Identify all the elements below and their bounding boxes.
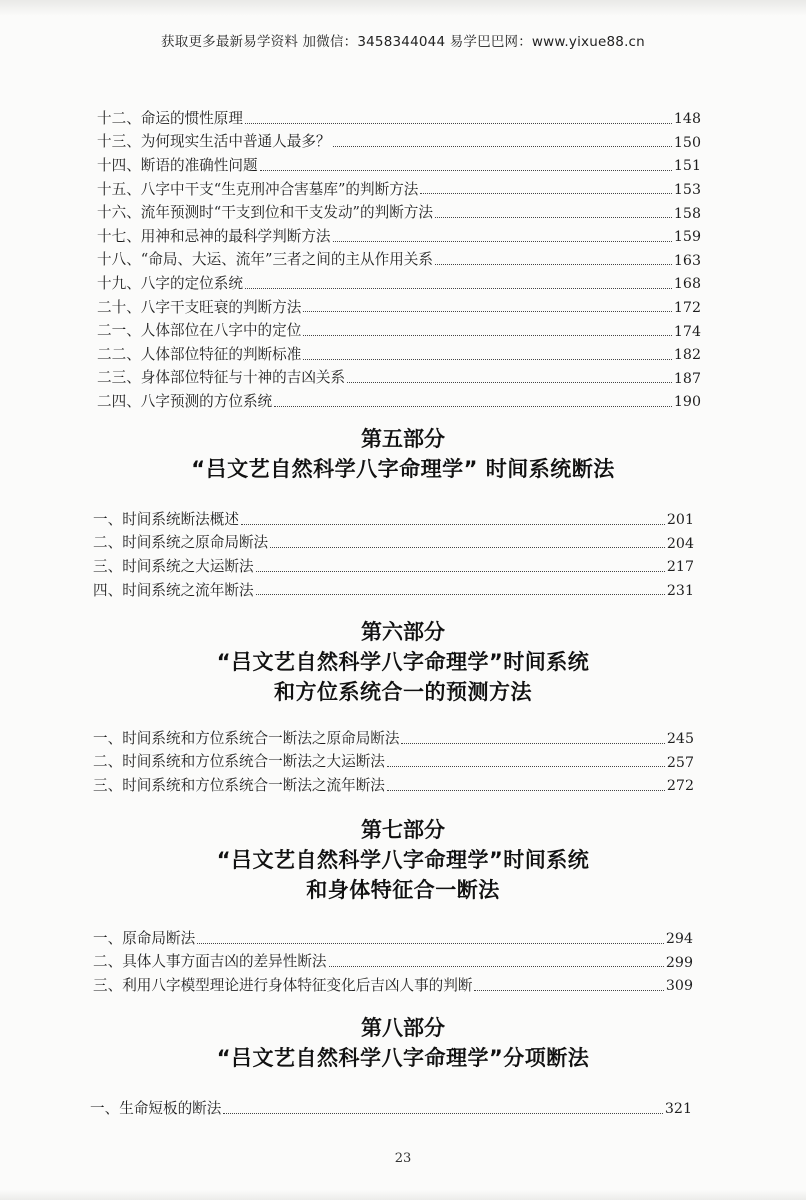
part5-number: 第五部分 bbox=[361, 427, 445, 451]
dot-leader bbox=[245, 123, 672, 124]
dot-leader bbox=[256, 571, 665, 572]
toc-entry[interactable] bbox=[97, 151, 701, 175]
toc-entry[interactable] bbox=[93, 724, 694, 748]
part8-title: “吕文艺自然科学八字命理学”分项断法 bbox=[216, 1046, 590, 1070]
toc-entry-page: 231 bbox=[666, 583, 694, 600]
toc-entry[interactable] bbox=[93, 771, 694, 795]
page-header: 获取更多最新易学资料 加微信：3458344044 易学巴巴网：www.yixue88.cn bbox=[161, 34, 645, 50]
toc-entry[interactable] bbox=[97, 128, 701, 152]
toc-entry-page: 163 bbox=[673, 252, 701, 269]
toc-entry-title: 十八、“命局、大运、流年”三者之间的主从作用关系 bbox=[97, 251, 433, 269]
toc-entry[interactable] bbox=[93, 529, 694, 553]
toc-entry-title: 一、原命局断法 bbox=[93, 929, 196, 947]
toc-entry[interactable] bbox=[97, 222, 701, 246]
toc-entry[interactable] bbox=[97, 316, 701, 340]
toc-entry-title: 二三、身体部位特征与十神的吉凶关系 bbox=[97, 369, 346, 387]
toc-entry-page: 217 bbox=[666, 559, 694, 576]
scan-edge-top bbox=[0, 0, 806, 16]
toc-entry-title: 一、生命短板的断法 bbox=[90, 1099, 222, 1117]
dot-leader bbox=[303, 311, 672, 312]
dot-leader bbox=[333, 241, 672, 242]
dot-leader bbox=[435, 217, 672, 218]
toc-entry-title: 二二、人体部位特征的判断标准 bbox=[97, 345, 302, 363]
dot-leader bbox=[387, 790, 665, 791]
toc-entry-page: 257 bbox=[666, 754, 694, 771]
dot-leader bbox=[245, 288, 672, 289]
toc-entry-page: 187 bbox=[673, 370, 701, 387]
toc-entry[interactable] bbox=[97, 340, 701, 364]
toc-entry-title: 三、利用八字模型理论进行身体特征变化后吉凶人事的判断 bbox=[93, 977, 473, 994]
toc-entry-title: 十三、为何现实生活中普通人最多？ bbox=[97, 133, 331, 151]
toc-entry[interactable] bbox=[93, 971, 693, 995]
toc-entry-title: 二、时间系统之原命局断法 bbox=[93, 534, 269, 552]
toc-entry[interactable] bbox=[90, 1094, 692, 1118]
toc-entry-title: 二、时间系统和方位系统合一断法之大运断法 bbox=[93, 753, 385, 771]
dot-leader bbox=[303, 335, 672, 336]
part6-heading bbox=[0, 617, 806, 707]
toc-entry-page: 309 bbox=[665, 978, 693, 995]
page-number: 23 bbox=[394, 1151, 412, 1166]
toc-entry-page: 294 bbox=[665, 931, 693, 948]
toc-entry[interactable] bbox=[97, 293, 701, 317]
toc-entry[interactable] bbox=[97, 246, 701, 270]
toc-entry-page: 151 bbox=[673, 158, 701, 175]
toc-entry-page: 159 bbox=[673, 229, 701, 246]
toc-section-part6 bbox=[0, 724, 806, 795]
toc-entry[interactable] bbox=[93, 552, 694, 576]
toc-entry-page: 172 bbox=[673, 300, 701, 317]
toc-entry-page: 168 bbox=[673, 276, 701, 293]
toc-entry-title: 十四、断语的准确性问题 bbox=[97, 157, 258, 174]
toc-entry[interactable] bbox=[97, 104, 701, 128]
toc-entry-page: 299 bbox=[665, 954, 693, 971]
part7-number: 第七部分 bbox=[361, 818, 445, 842]
part8-number: 第八部分 bbox=[361, 1016, 445, 1040]
toc-entry-title: 二一、人体部位在八字中的定位 bbox=[97, 322, 302, 340]
dot-leader bbox=[401, 743, 664, 744]
toc-entry[interactable] bbox=[97, 175, 701, 199]
toc-entry[interactable] bbox=[93, 924, 693, 948]
toc-entry-page: 245 bbox=[666, 731, 694, 748]
toc-entry-title: 十二、命运的惯性原理 bbox=[97, 109, 243, 127]
part7-title-line1: “吕文艺自然科学八字命理学”时间系统 bbox=[216, 848, 590, 872]
dot-leader bbox=[329, 966, 664, 967]
part6-number: 第六部分 bbox=[361, 620, 445, 644]
dot-leader bbox=[256, 594, 665, 595]
toc-entry-page: 150 bbox=[673, 134, 701, 151]
toc-entry-page: 201 bbox=[666, 512, 694, 529]
dot-leader bbox=[270, 547, 665, 548]
toc-entry-title: 十九、八字的定位系统 bbox=[97, 274, 243, 292]
toc-entry[interactable] bbox=[93, 505, 694, 529]
dot-leader bbox=[347, 382, 672, 383]
toc-entry-page: 321 bbox=[664, 1101, 692, 1118]
toc-entry-page: 153 bbox=[673, 182, 701, 199]
dot-leader bbox=[260, 170, 672, 171]
toc-section-part5 bbox=[0, 505, 806, 599]
scan-edge-bottom bbox=[0, 1190, 806, 1200]
toc-entry-page: 158 bbox=[673, 205, 701, 222]
part6-title-line2: 和方位系统合一的预测方法 bbox=[274, 680, 532, 704]
toc-entry[interactable] bbox=[93, 948, 693, 972]
toc-entry-title: 一、时间系统断法概述 bbox=[93, 510, 239, 528]
toc-entry-page: 182 bbox=[673, 347, 701, 364]
dot-leader bbox=[303, 359, 672, 360]
part7-title-line2: 和身体特征合一断法 bbox=[306, 878, 500, 902]
dot-leader bbox=[197, 943, 664, 944]
part8-heading bbox=[0, 1013, 806, 1073]
toc-entry-title: 十六、流年预测时“干支到位和干支发动”的判断方法 bbox=[97, 204, 433, 222]
toc-entry-title: 三、时间系统和方位系统合一断法之流年断法 bbox=[93, 777, 385, 794]
toc-entry-page: 174 bbox=[673, 323, 701, 340]
toc-section-part7 bbox=[0, 924, 806, 995]
toc-entry-title: 十五、八字中干支“生克刑冲合害墓库”的判断方法 bbox=[97, 180, 419, 198]
toc-entry[interactable] bbox=[97, 387, 701, 411]
toc-entry[interactable] bbox=[93, 576, 694, 600]
toc-entry-page: 272 bbox=[666, 778, 694, 795]
toc-entry-page: 190 bbox=[673, 394, 701, 411]
toc-entry-title: 十七、用神和忌神的最科学判断方法 bbox=[97, 227, 331, 245]
toc-entry-title: 四、时间系统之流年断法 bbox=[93, 581, 254, 599]
dot-leader bbox=[420, 193, 672, 194]
dot-leader bbox=[387, 766, 665, 767]
toc-section-part8 bbox=[0, 1094, 806, 1118]
toc-entry-page: 148 bbox=[673, 111, 701, 128]
toc-section-part4 bbox=[0, 104, 806, 411]
dot-leader bbox=[435, 264, 672, 265]
toc-entry-title: 一、时间系统和方位系统合一断法之原命局断法 bbox=[93, 729, 400, 747]
part5-heading bbox=[0, 424, 806, 484]
part7-heading bbox=[0, 815, 806, 905]
toc-entry-title: 三、时间系统之大运断法 bbox=[93, 558, 254, 575]
dot-leader bbox=[274, 406, 672, 407]
part6-title-line1: “吕文艺自然科学八字命理学”时间系统 bbox=[216, 650, 590, 674]
dot-leader bbox=[474, 990, 663, 991]
toc-entry[interactable] bbox=[97, 269, 701, 293]
toc-entry[interactable] bbox=[93, 748, 694, 772]
dot-leader bbox=[223, 1113, 663, 1114]
toc-entry-page: 204 bbox=[666, 535, 694, 552]
toc-entry-title: 二四、八字预测的方位系统 bbox=[97, 392, 273, 410]
toc-entry-title: 二、具体人事方面吉凶的差异性断法 bbox=[93, 953, 327, 971]
dot-leader bbox=[333, 146, 672, 147]
toc-entry[interactable] bbox=[97, 198, 701, 222]
dot-leader bbox=[241, 524, 665, 525]
part5-title: “吕文艺自然科学八字命理学” 时间系统断法 bbox=[191, 457, 615, 481]
toc-entry[interactable] bbox=[97, 364, 701, 388]
toc-entry-title: 二十、八字干支旺衰的判断方法 bbox=[97, 298, 302, 316]
